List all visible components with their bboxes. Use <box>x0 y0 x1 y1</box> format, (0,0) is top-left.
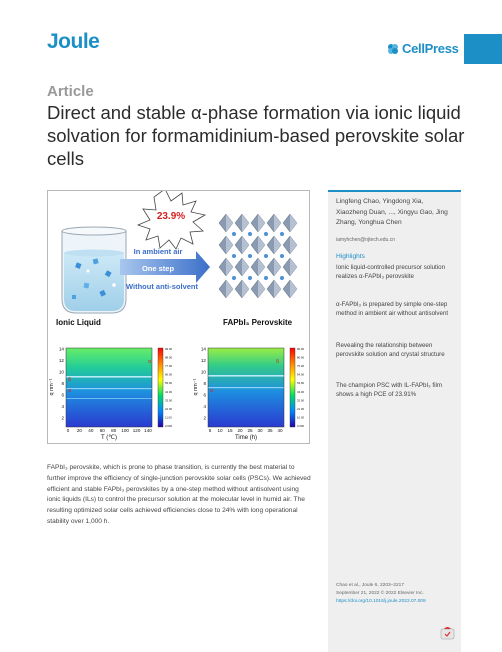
y-tick-label: 10 <box>200 369 206 375</box>
cation-atom <box>232 276 236 280</box>
cation-atom <box>232 232 236 236</box>
arrow-text-one-step: One step <box>141 264 175 273</box>
x-tick-label: 40 <box>277 428 283 433</box>
colorbar-tick-label: 55.00 <box>165 381 172 386</box>
x-tick-label: 140 <box>144 428 152 433</box>
peak-marker: δ <box>276 359 280 365</box>
y-tick-label: 12 <box>58 358 64 363</box>
colorbar-tick-label: 86.00 <box>297 355 304 360</box>
perovskite-label: FAPbI₃ Perovskite <box>223 318 293 327</box>
octahedron-face <box>274 214 281 232</box>
arrow-text-no-antisolvent: Without anti-solvent <box>125 282 199 291</box>
colorbar-tick-label: 33.00 <box>165 398 172 403</box>
highlight-item: Revealing the relationship between perovskite solution and crystal structure <box>336 342 445 358</box>
colorbar-tick-label: 21.00 <box>297 406 304 411</box>
journal-name: Joule <box>47 30 100 53</box>
peak-marker: δ <box>68 377 72 383</box>
header-corner-block <box>464 34 502 64</box>
colorbar-tick-label: 66.00 <box>165 372 172 377</box>
x-tick-label: 100 <box>121 428 129 433</box>
cation-atom <box>248 254 252 258</box>
colorbar-tick-label: 99.00 <box>165 347 172 351</box>
right-heatmap-xlabel: Time (h) <box>234 435 258 441</box>
octahedron-face <box>226 236 233 254</box>
ionic-liquid-label: Ionic Liquid <box>56 318 101 327</box>
y-tick-label: 12 <box>200 358 206 363</box>
cation-atom <box>248 276 252 280</box>
octahedron-face <box>258 280 265 298</box>
x-tick-label: 35 <box>267 428 273 433</box>
y-tick-label: 4 <box>61 404 64 409</box>
y-tick-label: 10 <box>58 369 64 375</box>
highlight-item: α-FAPbI₃ is prepared by simple one-step method in ambient air without antisolvent <box>336 301 449 317</box>
highlights-title: Highlights <box>336 253 365 260</box>
left-heatmap-ylabel: q nm⁻¹ <box>49 378 55 396</box>
colorbar-tick-label: 0.000 <box>165 424 172 428</box>
y-tick-label: 8 <box>203 381 206 386</box>
abstract-text: FAPbI₃ perovskite, which is prone to phase transition, is currently the best material to further improve the efficiency of single-junction perovskite solar cells (PSCs). We achieved efficient and stable FAPbI₃ perovskites by a one-step method without antisolvent using ionic liquids (ILs) to control the precursor solution at the molecular level in humid air. The resulting optimized solar cells achieved efficiencies close to 24% with long operational stability over 1,000 h. <box>47 464 311 525</box>
x-tick-label: 120 <box>132 428 141 433</box>
cellpress-icon <box>387 43 399 55</box>
cation-atom <box>264 254 268 258</box>
colorbar-tick-label: 53.00 <box>297 381 304 386</box>
graphical-abstract <box>47 190 310 444</box>
right-colorbar <box>290 347 304 428</box>
colorbar-tick-label: 22.00 <box>165 406 172 411</box>
perovskite-lattice <box>219 214 297 298</box>
x-tick-label: 30 <box>257 428 263 433</box>
octahedron-face <box>242 280 249 298</box>
octahedron-face <box>258 214 265 232</box>
colorbar-tick-label: 10.00 <box>297 415 304 420</box>
octahedron-face <box>290 258 297 276</box>
cation-atom <box>248 232 252 236</box>
right-heatmap <box>193 347 284 442</box>
peak-marker: α <box>210 388 214 394</box>
x-tick-label: 5 <box>208 428 212 433</box>
highlight-item: The champion PSC with IL-FAPbI₃ film shows a high PCE of 23.91% <box>336 382 443 398</box>
article-title: Direct and stable α-phase formation via ionic liquid solvation for formamidinium-based perovskite solar cells <box>47 102 465 169</box>
colorbar-tick-label: 32.00 <box>297 398 304 403</box>
y-tick-label: 4 <box>203 404 206 409</box>
highlight-item: Ionic liquid-controlled precursor solution realizes α-FAPbI₃ perovskite <box>336 264 446 280</box>
octahedron-face <box>274 236 281 254</box>
x-tick-label: 80 <box>111 428 117 433</box>
colorbar-tick-label: 44.00 <box>165 389 172 394</box>
doi-link[interactable]: https://doi.org/10.1016/j.joule.2022.07.009 <box>336 599 426 604</box>
octahedron-face <box>258 236 265 254</box>
beaker-illustration <box>62 227 126 313</box>
authors: Lingfeng Chao, Yingdong Xia, Xiaozheng Duan, ..., Xingyu Gao, Jing Zhang, Yonghua Chen <box>336 198 448 226</box>
cation-atom <box>232 254 236 258</box>
y-tick-label: 14 <box>58 346 64 352</box>
colorbar-tick-label: 88.00 <box>165 355 172 360</box>
octahedron-face <box>242 214 249 232</box>
arrow-text-ambient: In ambient air <box>133 247 183 256</box>
pce-badge-text: 23.9% <box>156 211 186 222</box>
colorbar-tick-label: 75.00 <box>297 364 304 369</box>
x-tick-label: 10 <box>217 428 223 433</box>
cation-atom <box>280 254 284 258</box>
y-tick-label: 2 <box>61 415 64 421</box>
cation-atom <box>264 276 268 280</box>
publisher-logo <box>387 41 459 56</box>
citation-journal: Chao et al., Joule 6, 2203–2217 <box>336 583 405 588</box>
graphical-abstract-figure <box>48 191 309 443</box>
cation-atom <box>264 232 268 236</box>
sidebar-accent-line <box>328 190 461 192</box>
colorbar-tick-label: 64.00 <box>297 372 304 377</box>
x-tick-label: 20 <box>237 428 243 433</box>
octahedron-face <box>258 258 265 276</box>
colorbar-tick-label: 96.00 <box>297 347 304 351</box>
y-tick-label: 6 <box>203 392 206 398</box>
peak-marker: α <box>68 388 72 394</box>
left-heatmap-xlabel: T (℃) <box>101 435 117 441</box>
colorbar-tick-label: 77.00 <box>165 364 172 369</box>
colorbar-tick-label: 43.00 <box>297 389 304 394</box>
x-tick-label: 0 <box>66 428 70 433</box>
peak-marker: α <box>148 359 152 365</box>
octahedron-face <box>274 280 281 298</box>
colorbar-tick-label: 0.000 <box>297 424 304 428</box>
correspondence-email[interactable]: iamyhchen@njtech.edu.cn <box>336 237 395 243</box>
citation-date: September 21, 2022 © 2022 Elsevier Inc. <box>336 591 424 596</box>
x-tick-label: 40 <box>88 428 94 433</box>
cation-atom <box>280 232 284 236</box>
octahedron-face <box>274 258 281 276</box>
octahedron-face <box>242 236 249 254</box>
check-for-updates-icon[interactable] <box>440 626 455 640</box>
y-tick-label: 2 <box>203 415 206 421</box>
cation-atom <box>280 276 284 280</box>
x-tick-label: 15 <box>227 428 233 433</box>
octahedron-face <box>290 280 297 298</box>
left-colorbar <box>158 347 172 428</box>
octahedron-face <box>226 280 233 298</box>
left-heatmap <box>49 347 211 442</box>
x-tick-label: 60 <box>99 428 105 433</box>
octahedron-face <box>226 258 233 276</box>
octahedron-face <box>290 214 297 232</box>
x-tick-label: 25 <box>247 428 253 433</box>
octahedron-face <box>290 236 297 254</box>
right-heatmap-ylabel: q nm⁻¹ <box>193 378 199 396</box>
y-tick-label: 8 <box>61 381 64 386</box>
octahedron-face <box>226 214 233 232</box>
colorbar-tick-label: 11.00 <box>165 415 172 420</box>
octahedron-face <box>242 258 249 276</box>
article-type: Article <box>47 83 94 100</box>
y-tick-label: 6 <box>61 392 64 398</box>
y-tick-label: 14 <box>200 346 206 352</box>
x-tick-label: 20 <box>76 428 82 433</box>
publisher-name: CellPress <box>402 41 459 56</box>
